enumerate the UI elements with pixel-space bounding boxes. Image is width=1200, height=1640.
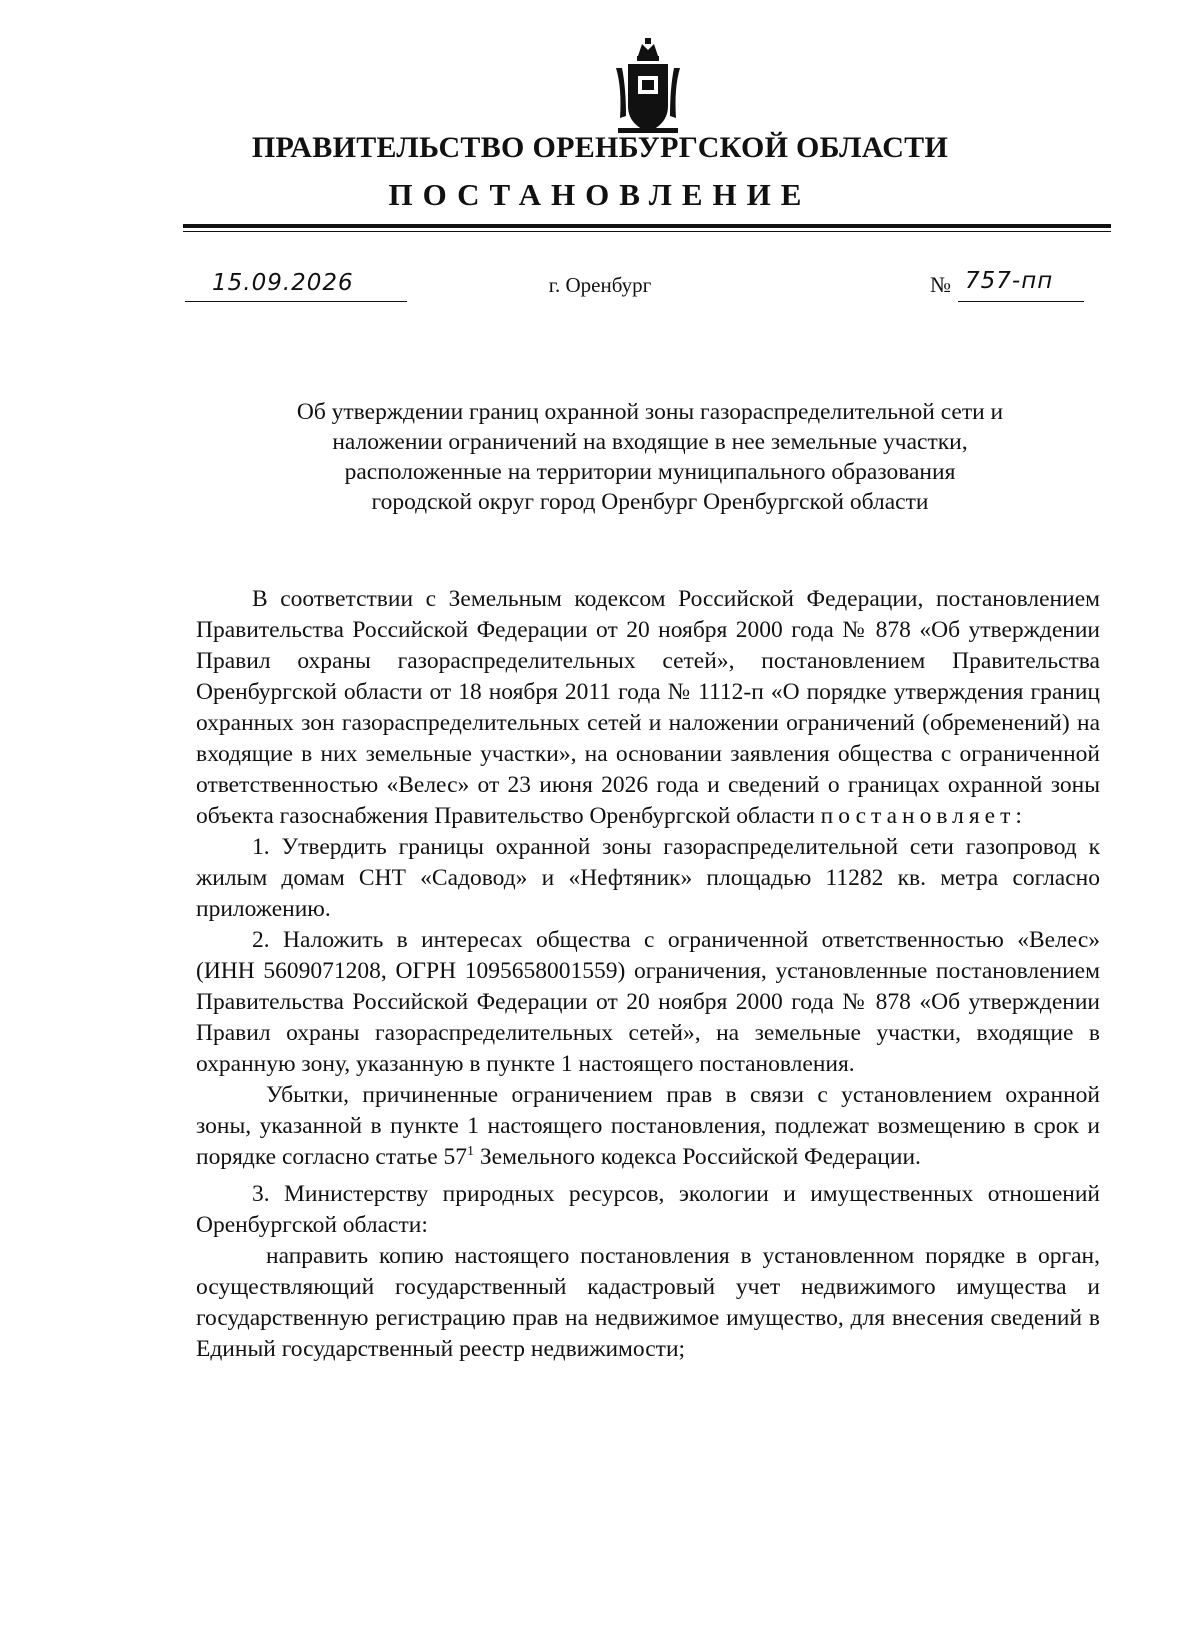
coat-of-arms-icon [612, 38, 684, 138]
item-1: 1. Утвердить границы охранной зоны газораспределительной сети газопровод к жилым домам СНТ «Садовод» и «Нефтяник» площадью 11282 кв. метра согласно приложению. [196, 834, 1100, 922]
losses-text-b: Земельного кодекса Российской Федерации. [474, 1144, 921, 1170]
subject-line: расположенные на территории муниципального образования [344, 459, 956, 485]
header-rule [183, 224, 1111, 228]
losses-text-a: Убытки, причиненные ограничением прав в связи с установлением охранной зоны, указанной в пункте 1 настоящего постановления, подлежат возмещению в срок и порядке согласно статье 57 [196, 1082, 1100, 1170]
subject-line: Об утверждении границ охранной зоны газораспределительной сети и [296, 399, 1004, 425]
document-subject [180, 397, 1120, 517]
document-body [196, 584, 1100, 1365]
decrees-word: постановляет: [820, 803, 1027, 829]
subject-line: городской округ город Оренбург Оренбургской области [371, 489, 929, 515]
document-date: 15.09.2026 [212, 270, 354, 296]
item-2: 2. Наложить в интересах общества с ограниченной ответственностью «Велес» (ИНН 5609071208, ОГРН 1095658001559) ограничения, установленные постановлением Правительства Российской Федерации от 20 ноября 2000 года № 878 «Об утверждении Правил охраны газораспределительных сетей», на земельные участки, входящие в охранную зону, указанную в пункте 1 настоящего постановления. [196, 927, 1100, 1077]
government-title: ПРАВИТЕЛЬСТВО ОРЕНБУРГСКОЙ ОБЛАСТИ [251, 131, 949, 164]
document-type: ПОСТАНОВЛЕНИЕ [388, 177, 812, 212]
item-3: 3. Министерству природных ресурсов, экологии и имущественных отношений Оренбургской области: [196, 1181, 1100, 1238]
date-underline [185, 301, 407, 302]
number-label: № [930, 272, 951, 297]
document-city: г. Оренбург [548, 273, 652, 297]
header-rule-thin [183, 231, 1111, 232]
article-superscript: 1 [467, 1144, 474, 1160]
number-underline [958, 301, 1084, 302]
losses-paragraph [196, 1080, 1100, 1173]
document-number: 757-пп [965, 268, 1054, 294]
preamble-text: В соответствии с Земельным кодексом Российской Федерации, постановлением Правительства Российской Федерации от 20 ноября 2000 года № 878 «Об утверждении Правил охраны газораспределительных сетей», постановлением Правительства Оренбургской области от 18 ноября 2011 года № 1112-п «О порядке утверждения границ охранных зон газораспределительных сетей и наложении ограничений (обременений) на входящие в них земельные участки», на основании заявления общества с ограниченной ответственностью «Велес» от 23 июня 2026 года и сведений о границах охранной зоны объекта газоснабжения Правительство Оренбургской области [196, 586, 1100, 829]
subject-line: наложении ограничений на входящие в нее земельные участки, [332, 429, 968, 455]
item-3-text: направить копию настоящего постановления в установленном порядке в орган, осуществляющий государственный кадастровый учет недвижимого имущества и государственную регистрацию прав на недвижимое имущество, для внесения сведений в Единый государственный реестр недвижимости; [196, 1243, 1100, 1362]
preamble-paragraph [196, 584, 1100, 832]
